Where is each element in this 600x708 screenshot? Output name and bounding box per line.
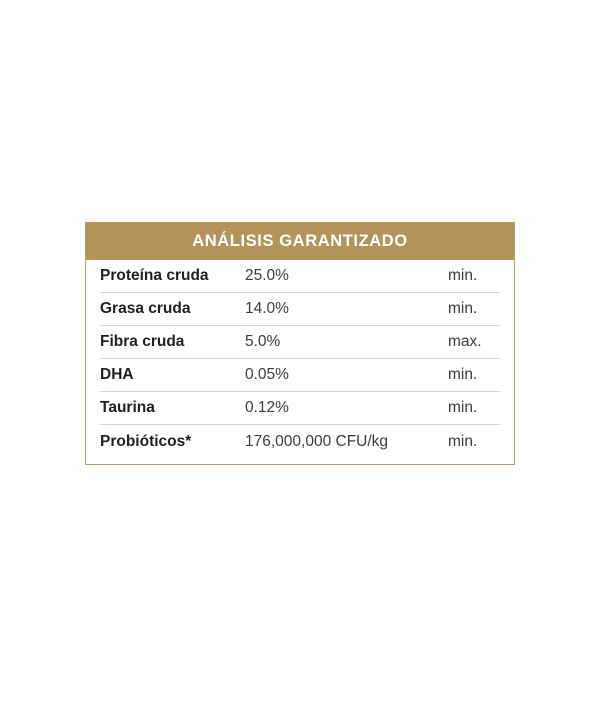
nutrient-limit: min. [448,267,478,285]
nutrient-limit: min. [448,399,478,417]
nutrient-value: 14.0% [245,300,289,318]
table-row [100,392,500,425]
table-row [100,359,500,392]
nutrient-value: 5.0% [245,333,281,351]
nutrient-name: Proteína cruda [100,267,209,285]
nutrient-name: DHA [100,366,134,384]
nutrient-name: Probióticos* [100,432,192,450]
nutrient-name: Taurina [100,399,155,417]
nutrient-value: 0.05% [245,366,289,384]
nutrient-limit: min. [448,366,478,384]
nutrient-name: Fibra cruda [100,333,185,351]
nutrient-name: Grasa cruda [100,300,191,318]
nutrient-limit: min. [448,432,478,450]
nutrient-table [86,260,514,464]
table-row [100,326,500,359]
guaranteed-analysis-panel [85,222,515,465]
nutrient-limit: max. [448,333,482,351]
table-row [100,425,500,458]
panel-title: ANÁLISIS GARANTIZADO [86,223,514,260]
nutrient-value: 0.12% [245,399,289,417]
nutrient-value: 25.0% [245,267,289,285]
table-row [100,293,500,326]
table-row [100,260,500,293]
nutrient-value: 176,000,000 CFU/kg [245,432,389,450]
nutrient-limit: min. [448,300,478,318]
